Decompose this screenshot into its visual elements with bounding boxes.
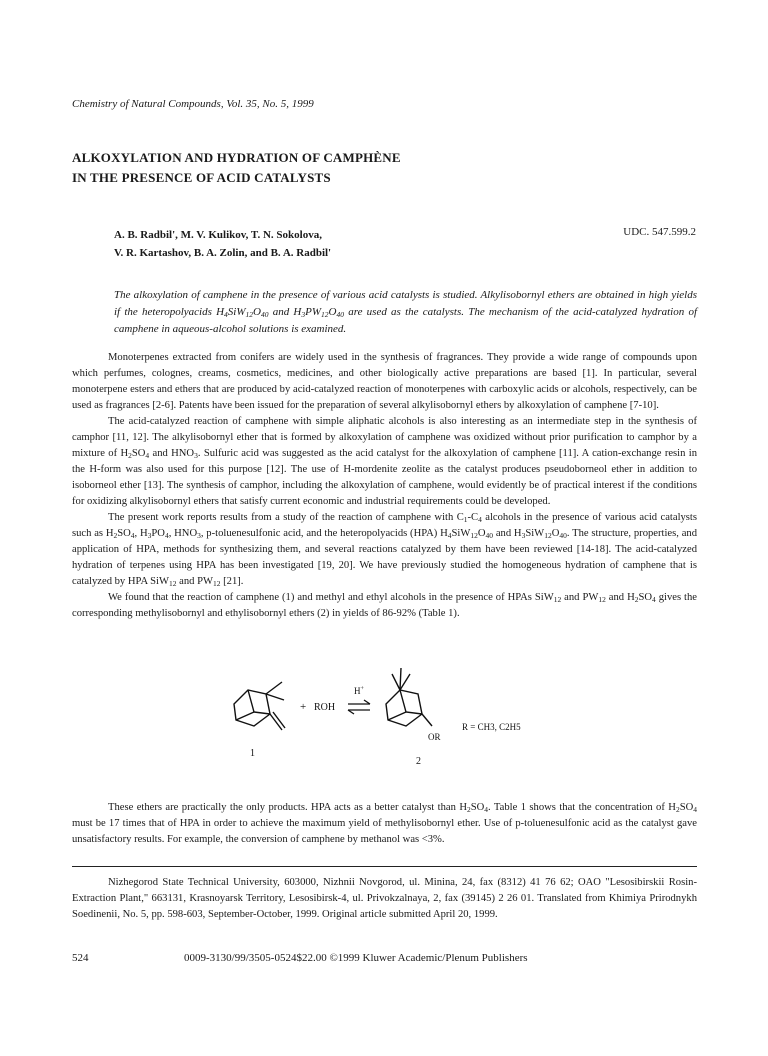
plus-sign: + (300, 701, 307, 713)
paragraph-1: Monoterpenes extracted from conifers are widely used in the synthesis of fragrances. They provide a wide range of compounds upon which perfumes, colognes, creams, cosmetics, medicines, and other biologically active preparations are based [1]. In particular, several monoterpene esters and ethers that are produced by acid-catalyzed reaction of monoterpenes with carboxylic acids or alcohols, respectively, can be used as fragrances [2-6]. Patents have been issued for the preparation of several alkylisobornyl ethers by alkoxylation of camphene [7-10]. (72, 352, 697, 411)
paragraph-4: We found that the reaction of camphene (1) and methyl and ethyl alcohols in the presence of HPAs SiW$_{12}$ and $PW_{12}$ and $H_2SO_4$ gives the corresponding methylisobornyl and ethylisobornyl ethers (2) in yields of 86-92% (Table 1). (72, 592, 697, 619)
authors-line-2: V. R. Kartashov, B. A. Zolin, and B. A. Radbil' (114, 247, 332, 259)
article-title (72, 148, 401, 188)
title-line-2: IN THE PRESENCE OF ACID CATALYSTS (72, 170, 331, 185)
paragraph-3: The present work reports results from a study of the reaction of camphene with $C_1-C_4$ alcohols in the presence of various acid catalysts such as $H_2SO_4$, $H_3PO_4$, $HNO_3$, p-toluenesulfonic acid, and the heteropolyacids (HPA) $H_4SiW_{12}O_{40}$ and $H_3SiW_{12}O_{40}$. The structure, properties, and application of HPA, methods for synthesizing them, and several reactions catalyzed by them have been reviewed [14-18]. The acid-catalyzed hydration of terpenes using HPA has been investigated [19, 20]. We have previously studied the homogeneous hydration of camphene that is catalyzed by HPA SiW$_{12}$ and $PW_{12}$ [21]. (72, 512, 697, 588)
isobornyl-ether-structure (386, 668, 432, 726)
label-1: 1 (250, 748, 255, 759)
abstract: The alkoxylation of camphene in the presence of various acid catalysts is studied. Alkylisobornyl ethers are obtained in high yields if the heteropolyacids $H_4SiW_{12}O_{40}$ and $H_3PW_{12}O_{40}$ are used as the catalysts. The mechanism of the acid-catalyzed hydration of camphene in aqueous-alcohol solutions is examined. (114, 289, 697, 335)
paragraph-5: These ethers are practically the only products. HPA acts as a better catalyst than $H_2SO_4$. Table 1 shows that the concentration of $H_2SO_4$ must be 17 times that of HPA in order to achieve the maximum yield of methylisobornyl ether. Use of p-toluenesulfonic acid as the catalyst gave unsatisfactory results. For example, the conversion of camphene by methanol was <3%. (72, 802, 697, 845)
footnote-divider (72, 866, 697, 867)
paragraph-2: The acid-catalyzed reaction of camphene with simple aliphatic alcohols is also interesting as an intermediate step in the synthesis of camphor [11, 12]. The alkylisobornyl ether that is formed by alkoxylation of camphene was oxidized without prior purification to camphor by a mixture of $H_2SO_4$ and $HNO_3$. Sulfuric acid was suggested as the acid catalyst for the alkoxylation of camphene [11]. A cation-exchange resin in the H-form was also used for this purpose [12]. The use of H-mordenite zeolite as the catalyst produces pseudoborneol ether in addition to isoborneol ether [13]. The synthesis of camphor, including the alkoxylation of camphene, would evidently be of practical interest if the conditions for oxidizing alkylisobornyl ethers that satisfy current economic and industrial requirements could be developed. (72, 416, 697, 507)
reaction-scheme (220, 660, 580, 790)
page-number: 524 (72, 952, 89, 964)
catalyst-h: H+ (354, 686, 364, 696)
journal-header: Chemistry of Natural Compounds, Vol. 35, No. 5, 1999 (72, 98, 314, 110)
r-definition: R = CH3, C2H5 (462, 722, 521, 732)
label-2: 2 (416, 756, 421, 767)
udc-code: UDC. 547.599.2 (623, 226, 696, 238)
or-group: OR (428, 732, 441, 742)
authors-line-1: A. B. Radbil', M. V. Kulikov, T. N. Sokolova, (114, 229, 322, 241)
body-text-upper (72, 350, 697, 622)
issn-copyright: 0009-3130/99/3505-0524$22.00 ©1999 Kluwer Academic/Plenum Publishers (184, 952, 528, 964)
reagent-roh: ROH (314, 702, 336, 713)
footnote: Nizhegorod State Technical University, 603000, Nizhnii Novgorod, ul. Minina, 24, fax (8312) 41 76 62; OAO "Lesosibirskii Rosin-Extraction Plant," 663131, Krasnoyarsk Territory, Lesosibirsk-4, ul. Privokzalnaya, 2, fax (39145) 2 26 01. Translated from Khimiya Prirodnykh Soedinenii, No. 5, pp. 598-603, September-October, 1999. Original article submitted April 20, 1999. (72, 877, 697, 920)
title-line-1: ALKOXYLATION AND HYDRATION OF CAMPHÈNE (72, 150, 401, 165)
author-list (114, 226, 331, 262)
equilibrium-arrows (348, 700, 370, 714)
body-text-lower (72, 800, 697, 848)
camphene-structure (234, 682, 285, 730)
